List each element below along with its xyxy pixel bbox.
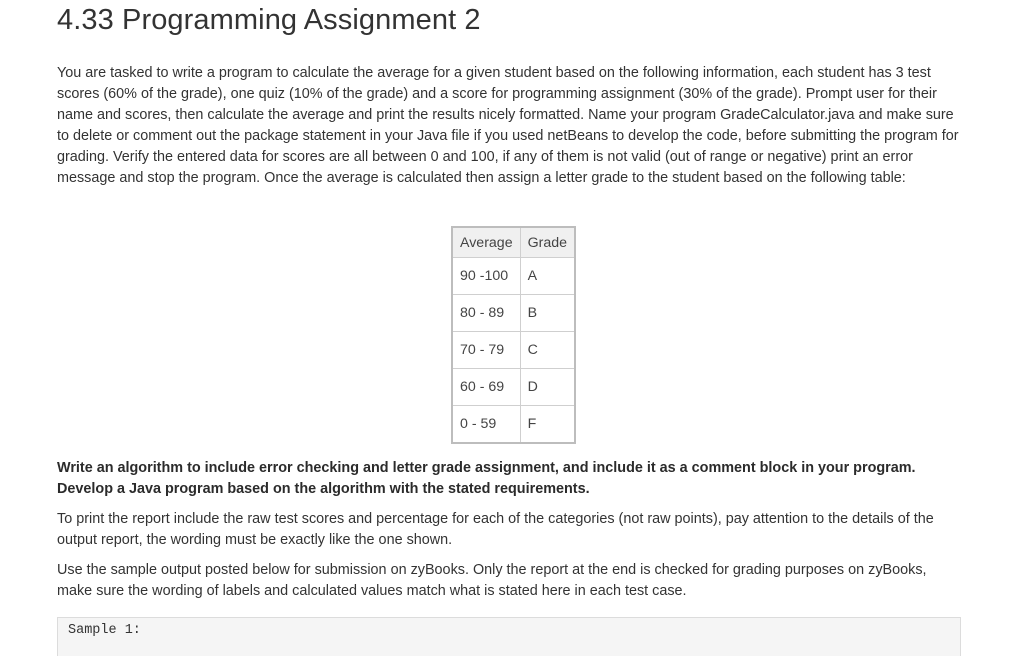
- header-grade: Grade: [520, 227, 575, 258]
- grade-table: [451, 226, 576, 444]
- intro-paragraph: You are tasked to write a program to calculate the average for a given student based on the following information, each student has 3 test scores (60% of the grade), one quiz (10% of the grade) and a score for programming assignment (30% of the grade). Prompt user for their name and scores, then calculate the average and print the results nicely formatted. Name your program GradeCalculator.java and make sure to delete or comment out the package statement in your Java file if you used netBeans to develop the code, before submitting the program for grading. Verify the entered data for scores are all between 0 and 100, if any of them is not valid (out of range or negative) print an error message and stop the program. Once the average is calculated then assign a letter grade to the student based on the following table:: [57, 65, 959, 186]
- letter-grade: B: [520, 295, 575, 332]
- average-range: 80 - 89: [452, 295, 520, 332]
- table-row: [452, 258, 575, 295]
- letter-grade: C: [520, 332, 575, 369]
- sample-output-note: Use the sample output posted below for submission on zyBooks. Only the report at the end is checked for grading purposes on zyBooks, make sure the wording of labels and calculated values match what is stated here in each test case.: [57, 562, 927, 599]
- report-instructions: To print the report include the raw test scores and percentage for each of the categories (not raw points), pay attention to the details of the output report, the wording must be exactly like the one shown.: [57, 511, 934, 548]
- sample-label: Sample 1:: [68, 623, 141, 638]
- table-row: [452, 406, 575, 444]
- sample-code-block: [57, 617, 961, 656]
- header-average: Average: [452, 227, 520, 258]
- average-range: 0 - 59: [452, 406, 520, 444]
- letter-grade: D: [520, 369, 575, 406]
- page-title: 4.33 Programming Assignment 2: [57, 4, 481, 36]
- table-row: [452, 369, 575, 406]
- grade-table-header-row: [452, 227, 575, 258]
- algorithm-instructions: Write an algorithm to include error checking and letter grade assignment, and include it as a comment block in your program. Develop a Java program based on the algorithm with the stated requirements.: [57, 460, 916, 497]
- table-row: [452, 332, 575, 369]
- letter-grade: F: [520, 406, 575, 444]
- average-range: 60 - 69: [452, 369, 520, 406]
- average-range: 90 -100: [452, 258, 520, 295]
- table-row: [452, 295, 575, 332]
- letter-grade: A: [520, 258, 575, 295]
- average-range: 70 - 79: [452, 332, 520, 369]
